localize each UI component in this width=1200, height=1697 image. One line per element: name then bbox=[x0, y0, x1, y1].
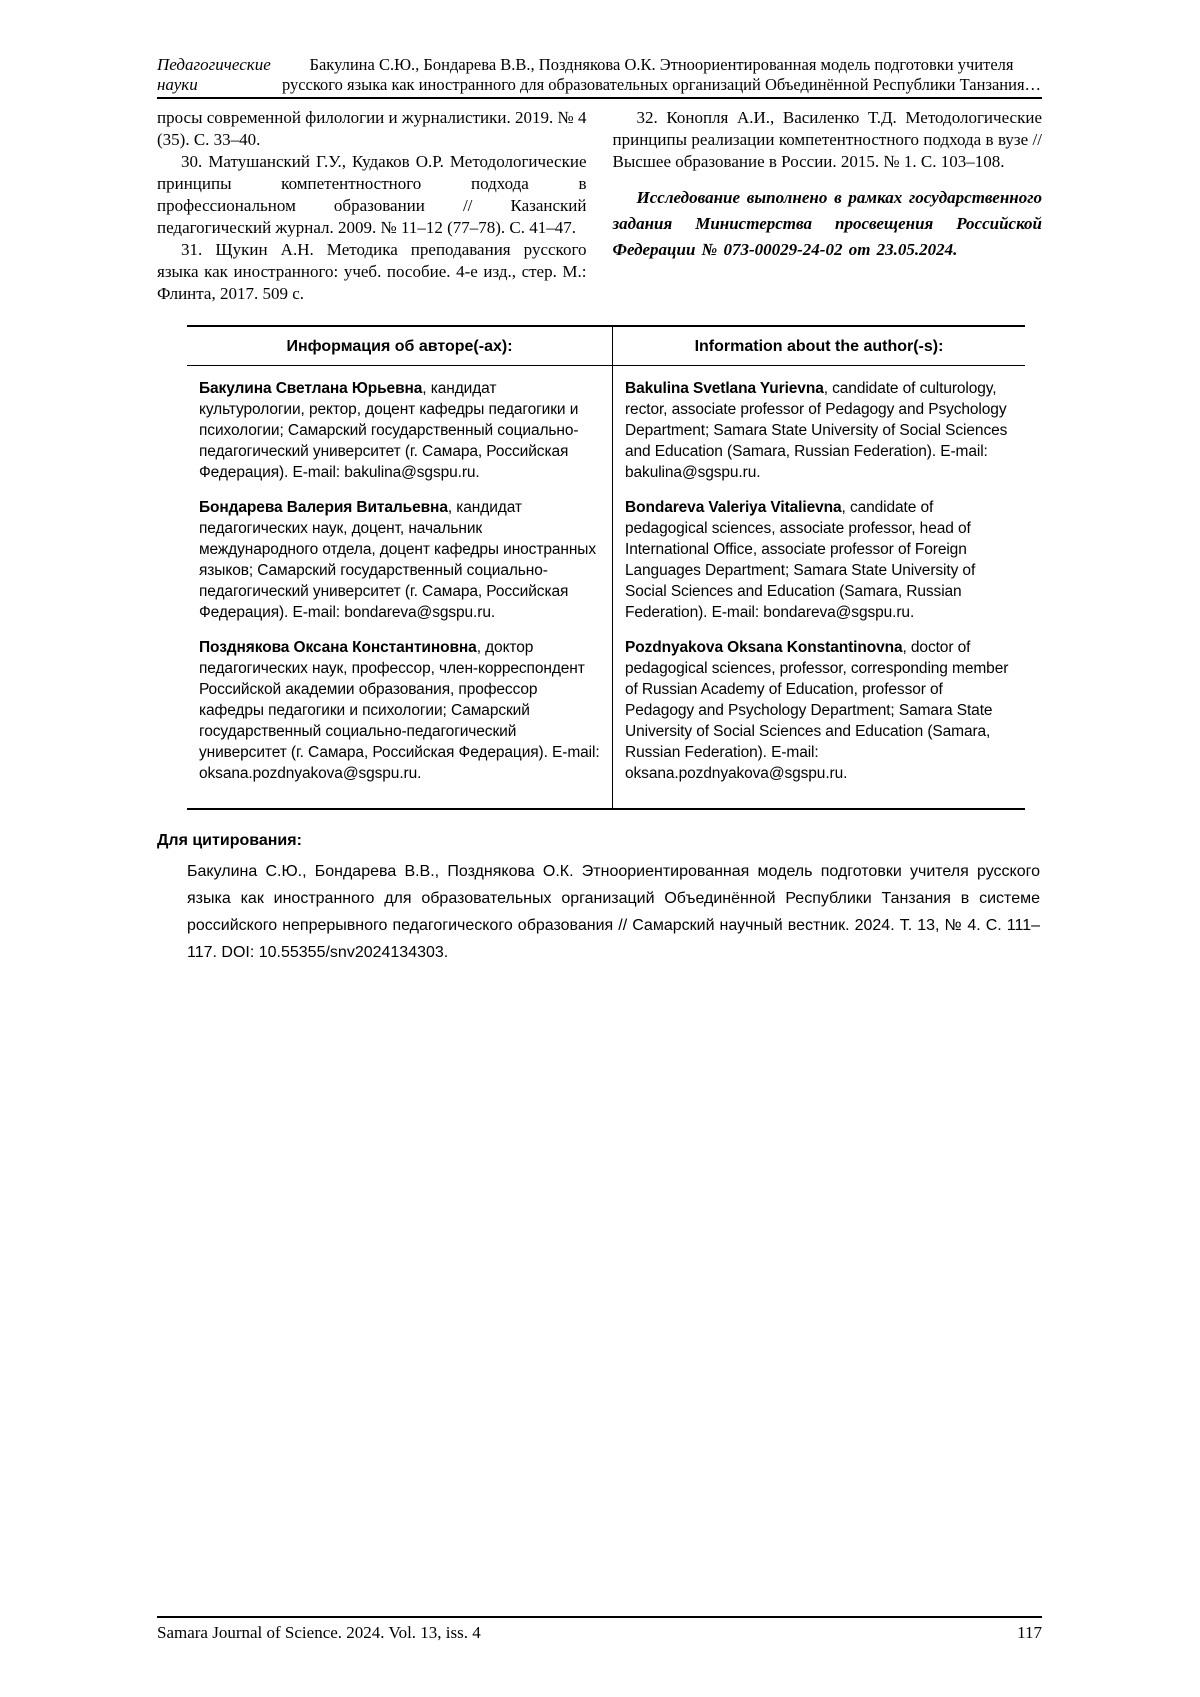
author-name-ru: Бакулина Светлана Юрьевна bbox=[199, 380, 423, 397]
author-info-ru bbox=[187, 630, 613, 808]
author-name-ru: Позднякова Оксана Константиновна bbox=[199, 639, 477, 656]
citation-section bbox=[157, 830, 1042, 966]
author-info-en bbox=[613, 490, 1025, 630]
page-content bbox=[157, 55, 1042, 966]
reference-item: 30. Матушанский Г.У., Кудаков О.Р. Методологические принципы компетентностного подхода в профессиональном образовании // Казанский педагогический журнал. 2009. № 11–12 (77–78). С. 41–47. bbox=[157, 152, 587, 237]
page-header bbox=[157, 55, 1042, 95]
citation-label: Для цитирования: bbox=[157, 832, 302, 849]
footer-rule bbox=[157, 1616, 1042, 1618]
citation-text: Бакулина С.Ю., Бондарева В.В., Позднякова О.К. Этноориентированная модель подготовки учителя русского языка как иностранного для образовательных организаций Объединённой Республики Танзания в системе российского непрерывного педагогического образования // Самарский научный вестник. 2024. Т. 13, № 4. С. 111–117. DOI: 10.55355/snv2024134303. bbox=[187, 863, 1040, 961]
reference-item: 31. Щукин А.Н. Методика преподавания русского языка как иностранного: учеб. пособие. 4-е изд., стер. М.: Флинта, 2017. 509 с. bbox=[157, 240, 587, 303]
author-paragraph bbox=[625, 378, 1013, 483]
authors-table-header-ru: Информация об авторе(-ах): bbox=[187, 327, 613, 366]
authors-table bbox=[187, 325, 1025, 810]
section-label bbox=[157, 55, 277, 95]
reference-item: 32. Конопля А.И., Василенко Т.Д. Методологические принципы реализации компетентностного подхода в вузе // Высшее образование в России. 2015. № 1. С. 103–108. bbox=[612, 108, 1042, 171]
section-label-line1: Педагогические bbox=[157, 55, 271, 74]
author-info-ru bbox=[187, 490, 613, 630]
footer-journal-title: Samara Journal of Science. 2024. Vol. 13, iss. 4 bbox=[157, 1623, 481, 1642]
page-footer bbox=[157, 1616, 1042, 1644]
author-paragraph bbox=[199, 497, 600, 623]
author-details-ru: , кандидат педагогических наук, доцент, начальник международного отдела, доцент кафедры иностранных языков; Самарский государственный социально-педагогический университет (г. Самара, Российская Федерация). E-mail: bondareva@sgspu.ru. bbox=[199, 499, 596, 621]
author-name-en: Pozdnyakova Oksana Konstantinovna bbox=[625, 639, 903, 656]
running-title bbox=[277, 55, 1042, 95]
header-rule bbox=[157, 97, 1042, 99]
author-paragraph bbox=[199, 378, 600, 483]
authors-table-header-en: Information about the author(-s): bbox=[613, 327, 1025, 366]
author-paragraph bbox=[625, 497, 1013, 623]
running-title-line2: русского языка как иностранного для образовательных организаций Объединённой Республики Танзания… bbox=[281, 75, 1042, 94]
funding-note: Исследование выполнено в рамках государственного задания Министерства просвещения Российской Федерации № 073-00029-24-02 от 23.05.2024. bbox=[612, 188, 1042, 259]
footer-row bbox=[157, 1622, 1042, 1644]
references-column-left bbox=[157, 107, 587, 305]
author-info-en bbox=[613, 630, 1025, 808]
author-details-en: , candidate of culturology, rector, associate professor of Pedagogy and Psychology Department; Samara State University of Social Sciences and Education (Samara, Russian Federation). E-mail: bakulina@sgspu.ru. bbox=[625, 380, 1008, 481]
footer-page-number: 117 bbox=[1017, 1623, 1042, 1642]
reference-item: просы современной филологии и журналистики. 2019. № 4 (35). С. 33–40. bbox=[157, 108, 587, 149]
author-info-ru bbox=[187, 366, 613, 490]
author-details-en: , candidate of pedagogical sciences, associate professor, head of International Office, associate professor of Foreign Languages Department; Samara State University of Social Sciences and Education (Samara, Russian Federation). E-mail: bondareva@sgspu.ru. bbox=[625, 499, 976, 621]
references-column-right bbox=[613, 107, 1043, 305]
author-name-ru: Бондарева Валерия Витальевна bbox=[199, 499, 448, 516]
author-name-en: Bakulina Svetlana Yurievna bbox=[625, 380, 824, 397]
author-details-ru: , доктор педагогических наук, профессор, член-корреспондент Российской академии образования, профессор кафедры педагогики и психологии; Самарский государственный социально-педагогический университет (г. Самара, Российская Федерация). E-mail: oksana.pozdnyakova@sgspu.ru. bbox=[199, 639, 600, 782]
section-label-line2: науки bbox=[157, 75, 198, 94]
running-title-line1: Бакулина С.Ю., Бондарева В.В., Позднякова О.К. Этноориентированная модель подготовки учителя bbox=[309, 55, 1014, 74]
author-details-en: , doctor of pedagogical sciences, professor, corresponding member of Russian Academy of Education, professor of Pedagogy and Psychology Department; Samara State University of Social Sciences and Education (Samara, Russian Federation). E-mail: oksana.pozdnyakova@sgspu.ru. bbox=[625, 639, 1009, 782]
author-details-ru: , кандидат культурологии, ректор, доцент кафедры педагогики и психологии; Самарский государственный социально-педагогический университет (г. Самара, Российская Федерация). E-mail: bakulina@sgspu.ru. bbox=[199, 380, 579, 481]
author-paragraph bbox=[199, 637, 600, 784]
author-info-en bbox=[613, 366, 1025, 490]
references-section bbox=[157, 107, 1042, 305]
author-name-en: Bondareva Valeriya Vitalievna bbox=[625, 499, 842, 516]
author-paragraph bbox=[625, 637, 1013, 784]
